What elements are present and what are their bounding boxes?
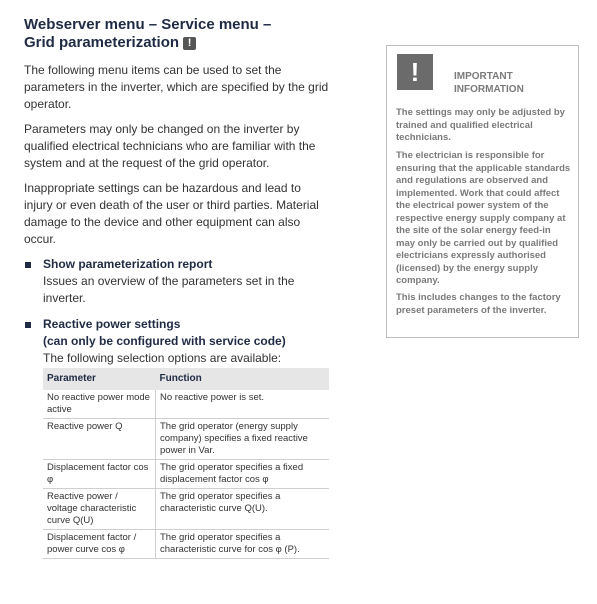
note-paragraph-1: The settings may only be adjusted by trained and qualified electrical technicians. (396, 107, 565, 143)
bullet-title-reactive-1: Reactive power settings (43, 317, 181, 331)
table-row (43, 530, 329, 559)
page-title (24, 16, 324, 52)
table-cell: The grid operator (energy supply company) specifies a fixed reactive power in Var. (156, 419, 330, 460)
note-title-line-2: INFORMATION (454, 84, 524, 95)
bullet-square-icon (25, 322, 31, 328)
header-function: Function (156, 368, 330, 390)
table-cell: Reactive power / voltage characteristic curve Q(U) (43, 489, 156, 530)
table-cell: Displacement factor / power curve cos φ (43, 530, 156, 559)
title-line-2 (24, 34, 324, 52)
table-row (43, 489, 329, 530)
note-paragraph-2: The electrician is responsible for ensuring that the applicable standards and regulations are observed and implemented. Work that could affect the electrical power system of the respective energy supply company at the site of the solar energy feed-in may only be carried out by qualified electricians expressly authorised (licensed) by the energy supply company. (396, 150, 571, 286)
bullet-text-report: Issues an overview of the parameters set in the inverter. (43, 274, 295, 305)
note-title (454, 70, 524, 96)
bullet-text-reactive: The following selection options are available: (43, 351, 282, 365)
table-cell: The grid operator specifies a characteristic curve Q(U). (156, 489, 330, 530)
warning-icon: ! (183, 37, 196, 50)
table-row (43, 460, 329, 489)
title-line-2-text: Grid parameterization (24, 34, 180, 51)
table-cell: No reactive power is set. (156, 390, 330, 419)
bullet-title-report: Show parameterization report (43, 257, 213, 271)
table-row (43, 390, 329, 419)
note-paragraph-3: This includes changes to the factory preset parameters of the inverter. (396, 292, 561, 316)
bullet-title-reactive-2: (can only be configured with service code) (43, 334, 286, 348)
table-row (43, 419, 329, 460)
title-line-1: Webserver menu – Service menu – (24, 16, 272, 33)
table-cell: Displacement factor cos φ (43, 460, 156, 489)
hazard-paragraph: Inappropriate settings can be hazardous and lead to injury or even death of the user or third parties. Material damage to the device and other equipment can also occur. (24, 181, 319, 246)
exclamation-icon: ! (397, 54, 433, 90)
qualification-paragraph: Parameters may only be changed on the inverter by qualified electrical technicians who are familiar with the system and at the request of the grid operator. (24, 122, 316, 170)
header-parameter: Parameter (43, 368, 156, 390)
parameter-table (43, 368, 329, 559)
table-cell: The grid operator specifies a characteristic curve for cos φ (P). (156, 530, 330, 559)
table-cell: Reactive power Q (43, 419, 156, 460)
table-header-row (43, 368, 329, 390)
important-information-box (386, 45, 579, 338)
table-cell: The grid operator specifies a fixed displacement factor cos φ (156, 460, 330, 489)
table-cell: No reactive power mode active (43, 390, 156, 419)
note-title-line-1: IMPORTANT (454, 71, 513, 82)
bullet-square-icon (25, 262, 31, 268)
intro-paragraph: The following menu items can be used to set the parameters in the inverter, which are specified by the grid operator. (24, 63, 329, 111)
